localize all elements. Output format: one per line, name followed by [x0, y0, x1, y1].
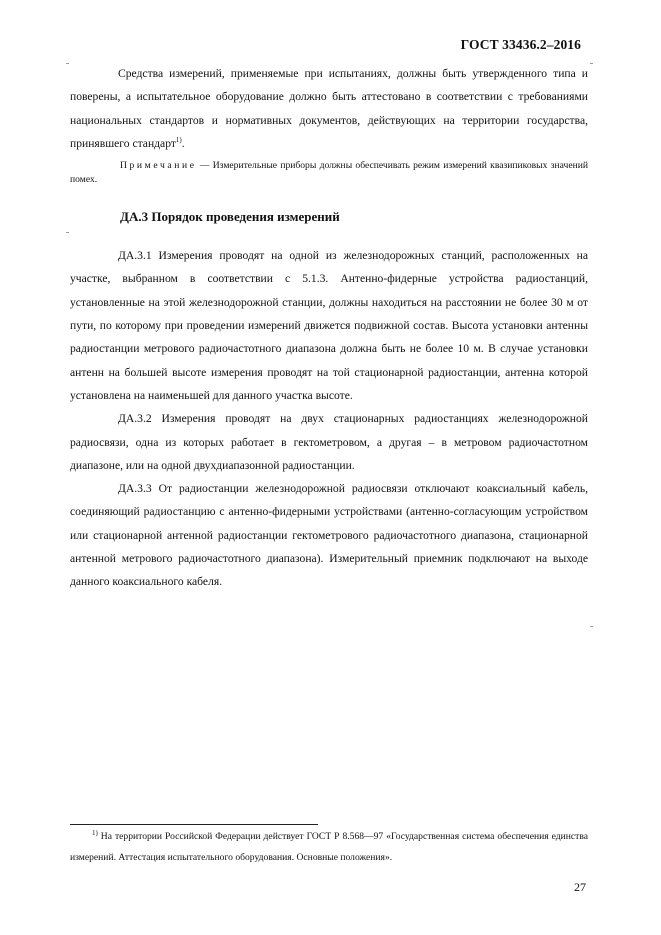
scan-mark-top-right: [590, 63, 593, 64]
intro-paragraph-end: .: [181, 136, 185, 150]
page-header-standard: ГОСТ 33436.2–2016: [460, 37, 581, 52]
main-content: [70, 62, 588, 594]
paragraph-da-3-2: ДА.3.2 Измерения проводят на двух стационарных радиостанциях железнодорожной радиосвязи, одна из которых работает в гектометровом, а другая – в метровом радиочастотном диапазоне, или на одной двухдиапазонной радиостанции.: [70, 412, 588, 472]
scan-mark-top-left: [66, 63, 69, 64]
intro-paragraph: [70, 62, 588, 155]
footnote-separator: [70, 824, 318, 825]
footnote: [70, 826, 588, 868]
paragraph-da-3-3: ДА.3.3 От радиостанции железнодорожной радиосвязи отключают коаксиальный кабель, соединяющий радиостанцию с антенно-фидерными устройствами (антенно-согласующим устройством или стационарной антенной радиостанции гектометрового радиочастотного диапазона, стационарной антенной метрового радиочастотного диапазона). Измерительный приемник подключают на выходе данного коаксиального кабеля.: [70, 482, 588, 589]
page-number: 27: [574, 880, 586, 894]
intro-footnote-ref: 1): [175, 136, 182, 145]
scan-mark-middle-left: [66, 232, 69, 233]
section-heading: ДА.3 Порядок проведения измерений: [120, 209, 340, 225]
footnote-ref: 1): [92, 828, 98, 837]
footnote-text: На территории Российской Федерации действует ГОСТ Р 8.568—97 «Государственная система обеспечения единства измерений. Аттестация испытательного оборудования. Основные положения».: [70, 831, 588, 863]
note-label: Примечание: [120, 160, 197, 172]
note: [70, 159, 588, 186]
scan-mark-bottom-right: [590, 626, 593, 627]
note-text: — Измерительные приборы должны обеспечивать режим измерений квазипиковых значений помех.: [70, 160, 588, 185]
paragraph-da-3-1: ДА.3.1 Измерения проводят на одной из железнодорожных станций, расположенных на участке, выбранном в соответствии с 5.1.3. Антенно-фидерные устройства радиостанций, установленные на этой железнодорожной станции, должны находиться на расстоянии не более 30 м от пути, по которому при проведении измерений движется подвижной состав. Высота установки антенны радиостанции метрового радиочастотного диапазона должна быть не более 10 м. В случае установки антенн на большей высоте измерения проводят на той стационарной радиостанции, антенна которой установлена на наименьшей для данного участка высоте.: [70, 249, 588, 402]
intro-paragraph-text: Средства измерений, применяемые при испытаниях, должны быть утвержденного типа и поверены, а испытательное оборудование должно быть аттестовано в соответствии с требованиями национальных стандартов и нормативных документов, действующих на территории государства, принявшего стандарт: [70, 67, 588, 150]
